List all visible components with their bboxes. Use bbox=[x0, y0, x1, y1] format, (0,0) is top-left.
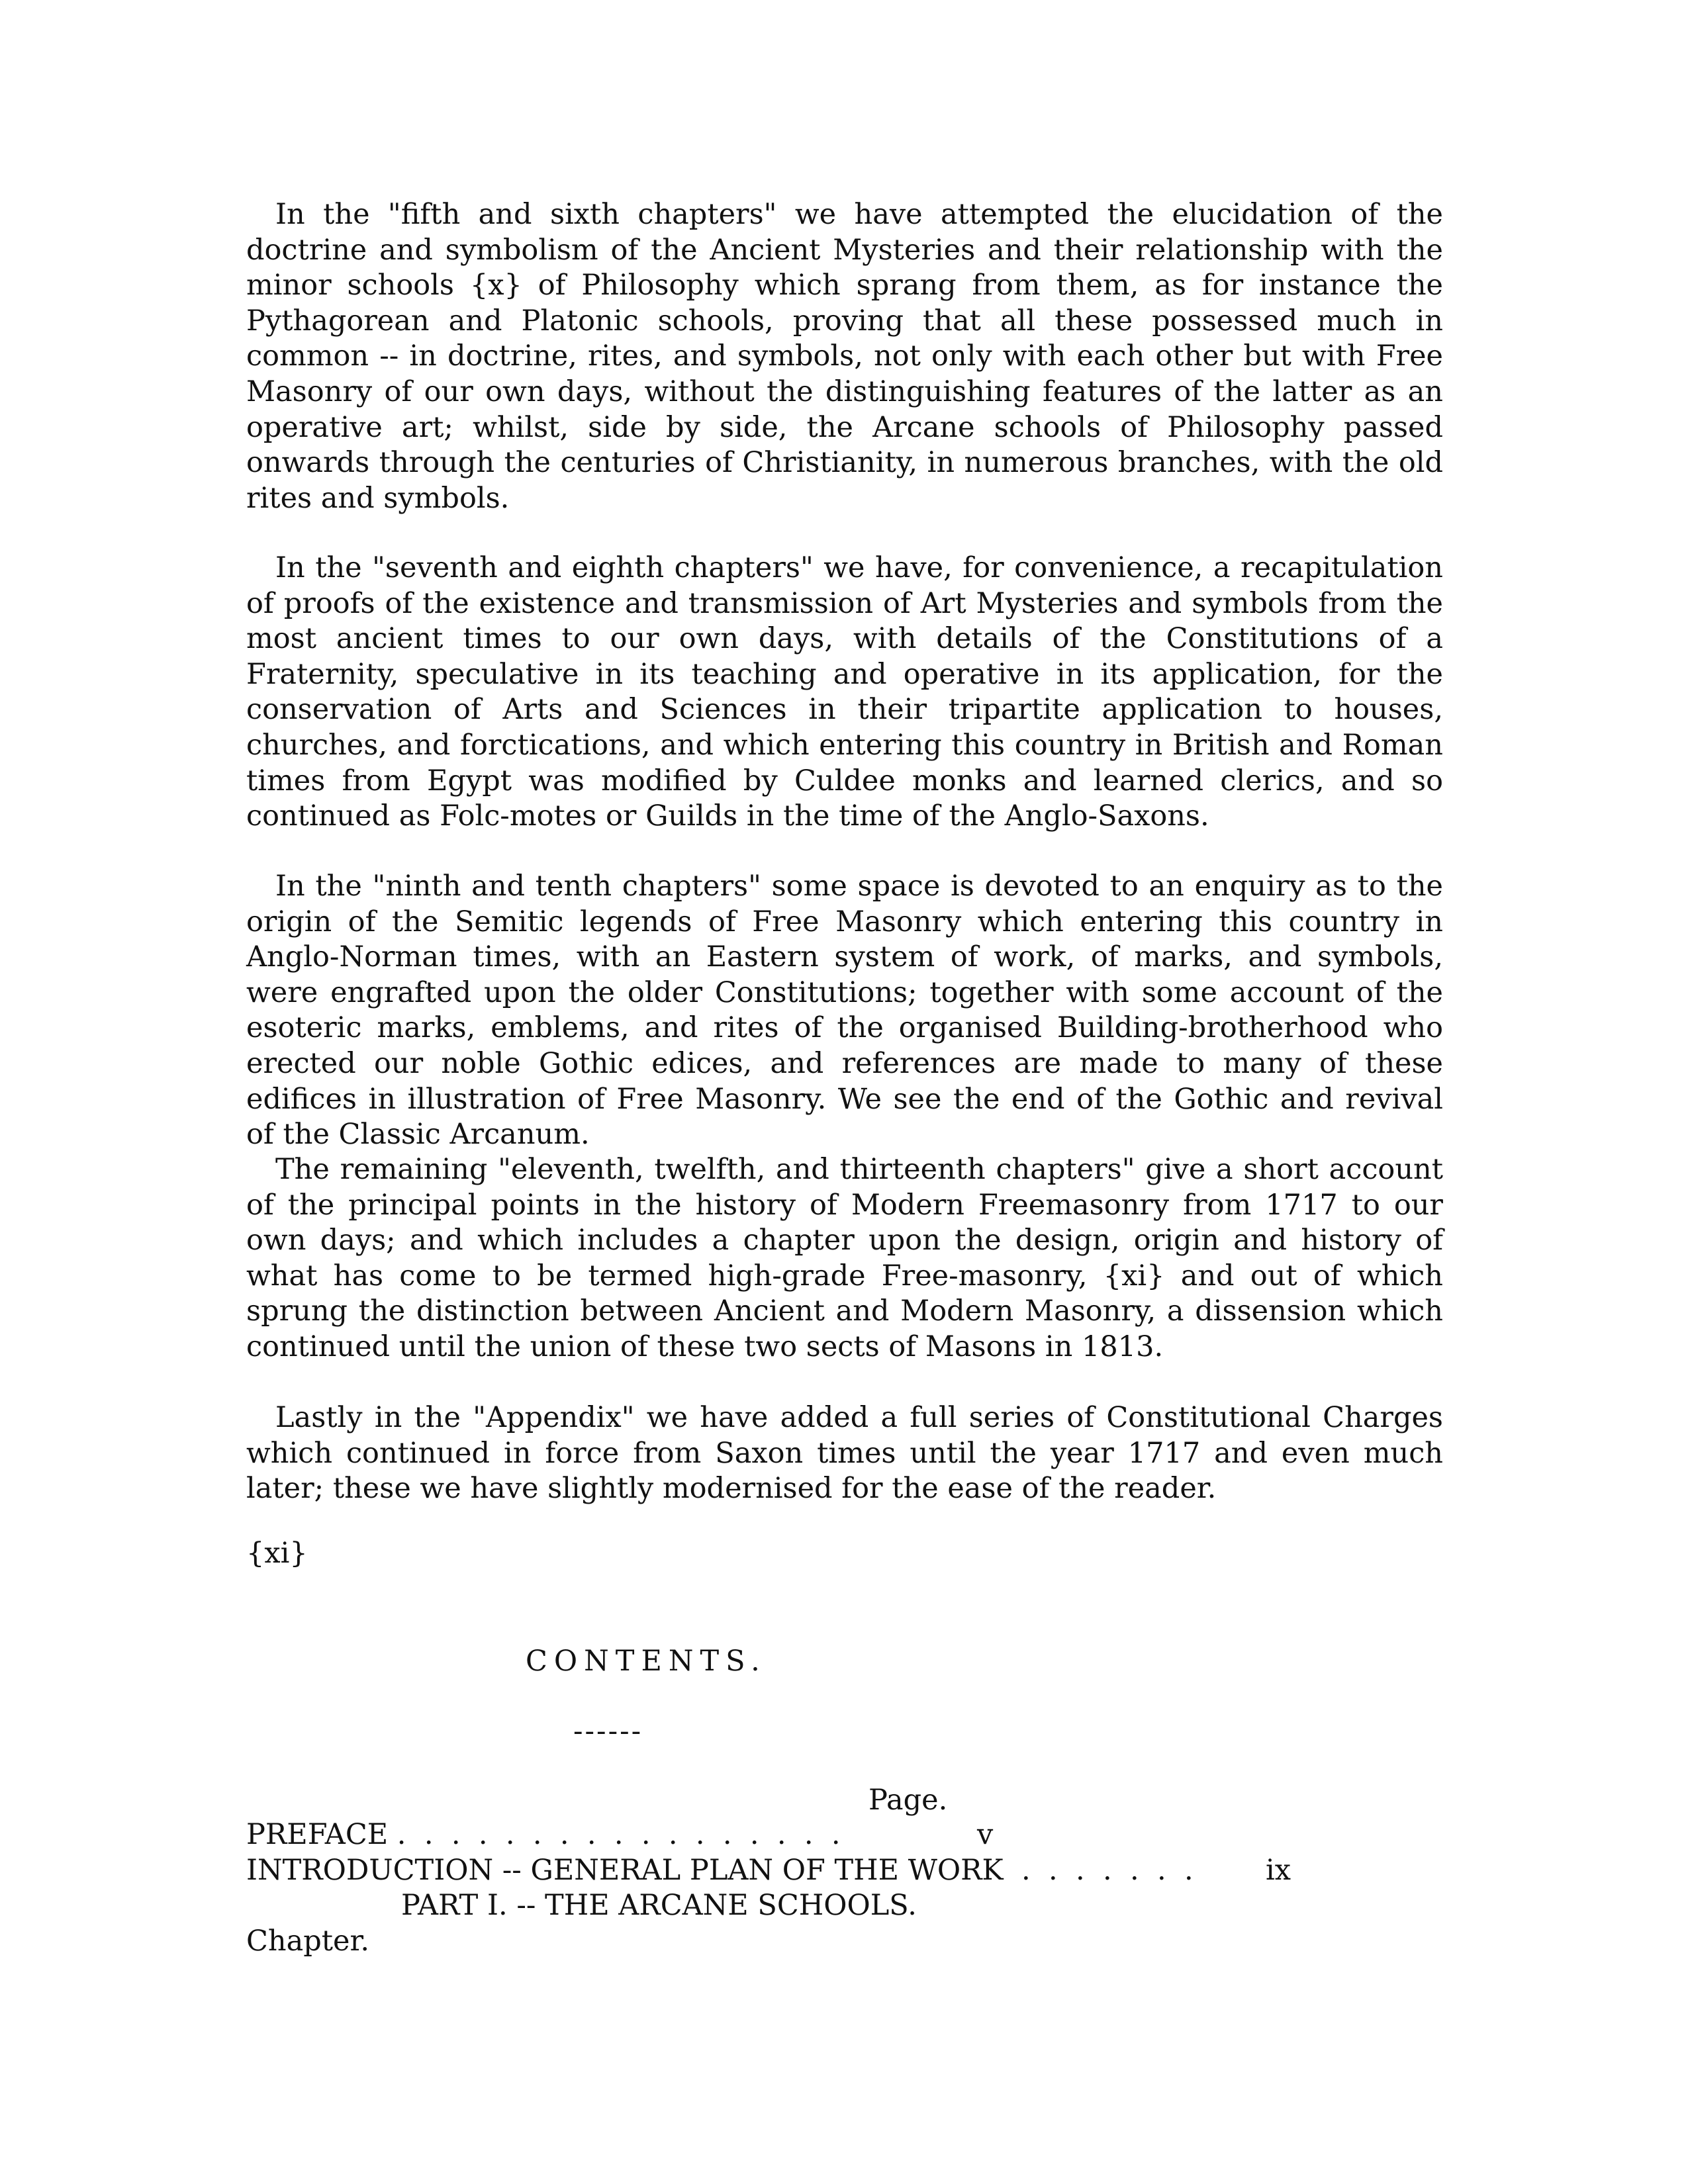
toc-leader-dots: . . . . . . . bbox=[1003, 1854, 1194, 1887]
toc-entry-label: PREFACE bbox=[246, 1818, 389, 1851]
paragraph-fifth-sixth-chapters: In the "fifth and sixth chapters" we have attempted the elucidation of the doctrine and symbolism of the Ancient Mysteries and their relationship with the minor schools {x} of Philosophy which sprang from them, as for instance the Pythagorean and Platonic schools, proving that all these possessed much in common -- in doctrine, rites, and symbols, not only with each other but with Free Masonry of our own days, without the distinguishing features of the latter as an operative art; whilst, side by side, the Arcane schools of Philosophy passed onwards through the centuries of Christianity, in numerous branches, with the old rites and symbols. bbox=[246, 198, 1443, 515]
paragraph-seventh-eighth-chapters: In the "seventh and eighth chapters" we have, for convenience, a recapitulation of proofs of the existence and transmission of Art Mysteries and symbols from the most ancient times to our own days, with details of the Constitutions of a Fraternity, speculative in its teaching and operative in its application, for the conservation of Arts and Sciences in their tripartite application to houses, churches, and forctications, and which entering this country in British and Roman times from Egypt was modified by Culdee monks and learned clerics, and so continued as Folc-motes or Guilds in the time of the Anglo-Saxons. bbox=[246, 551, 1443, 833]
paragraph-ninth-tenth-chapters: In the "ninth and tenth chapters" some space is devoted to an enquiry as to the origin of the Semitic legends of Free Masonry which entering this country in Anglo-Norman times, with an Eastern system of work, of marks, and symbols, were engrafted upon the older Constitutions; together with some account of the esoteric marks, emblems, and rites of the organised Building-brotherhood who erected our noble Gothic edices, and references are made to many of these edifices in illustration of Free Masonry. We see the end of the Gothic and revival of the Classic Arcanum. bbox=[246, 870, 1443, 1152]
paragraph-appendix: Lastly in the "Appendix" we have added a full series of Constitutional Charges which continued in force from Saxon times until the year 1717 and even much later; these we have slightly modernised for the ease of the reader. bbox=[246, 1401, 1443, 1506]
toc-entry-preface[interactable] bbox=[246, 1817, 841, 1852]
toc-entry-introduction[interactable] bbox=[246, 1853, 1194, 1888]
page-column-header: Page. bbox=[868, 1784, 948, 1817]
toc-leader-dots: . . . . . . . . . . . . . . . . . bbox=[388, 1818, 841, 1851]
toc-part-heading: PART I. -- THE ARCANE SCHOOLS. bbox=[401, 1889, 917, 1922]
toc-page-number: ix bbox=[1266, 1854, 1291, 1887]
toc-chapter-label: Chapter. bbox=[246, 1925, 369, 1958]
contents-divider: ------ bbox=[573, 1715, 643, 1748]
contents-heading: CONTENTS. bbox=[526, 1645, 767, 1678]
page-marker: {xi} bbox=[246, 1537, 308, 1570]
toc-page-number: v bbox=[977, 1818, 994, 1851]
paragraph-eleventh-thirteenth-chapters: The remaining "eleventh, twelfth, and thirteenth chapters" give a short account of the principal points in the history of Modern Freemasonry from 1717 to our own days; and which includes a chapter upon the design, origin and history of what has come to be termed high-grade Free-masonry, {xi} and out of which sprung the distinction between Ancient and Modern Masonry, a dissension which continued until the union of these two sects of Masons in 1813. bbox=[246, 1153, 1443, 1363]
toc-entry-label: INTRODUCTION -- GENERAL PLAN OF THE WORK bbox=[246, 1854, 1004, 1887]
